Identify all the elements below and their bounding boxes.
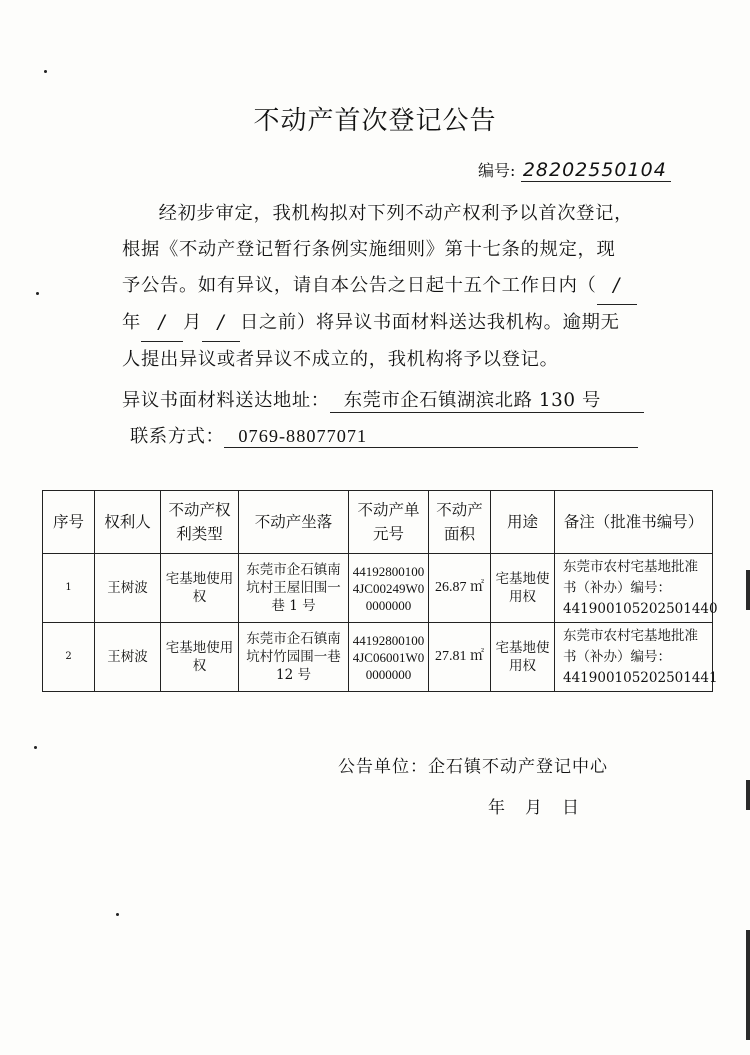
header-right-type: 不动产权利类型 [161, 491, 239, 554]
header-no: 序号 [43, 491, 95, 554]
header-note: 备注（批准书编号） [555, 491, 713, 554]
scan-speck [44, 70, 47, 73]
cell-unit-no: 441928001004JC00249W00000000 [349, 554, 429, 623]
address-label: 异议书面材料送达地址： [122, 390, 330, 411]
header-holder: 权利人 [95, 491, 161, 554]
notice-line-5: 人提出异议或者异议不成立的，我机构将予以登记。 [122, 349, 559, 370]
cell-type: 宅基地使用权 [161, 623, 239, 692]
header-unit-no: 不动产单元号 [349, 491, 429, 554]
cell-location: 东莞市企石镇南坑村王屋旧围一巷 1 号 [239, 554, 349, 623]
month-char: 月 [182, 312, 202, 333]
table-row [43, 623, 713, 692]
scan-speck [36, 292, 39, 295]
registration-table [42, 490, 718, 692]
date-year: 年 [488, 798, 505, 818]
doc-number-value: 28202550104 [521, 159, 671, 182]
cell-note: 东莞市农村宅基地批准书（补办）编号：441900105202501441 [555, 623, 713, 692]
scan-edge-mark [746, 780, 750, 810]
date-day: 日 [562, 798, 579, 818]
notice-line-1: 经初步审定，我机构拟对下列不动产权利予以首次登记， [158, 203, 634, 224]
doc-number [478, 158, 671, 181]
notice-line-2: 根据《不动产登记暂行条例实施细则》第十七条的规定，现 [122, 239, 616, 260]
objection-address [122, 386, 644, 413]
issuing-unit: 公告单位：企石镇不动产登记中心 [338, 757, 608, 777]
deadline-blank-day: / [202, 305, 240, 342]
address-value: 东莞市企石镇湖滨北路 130 号 [330, 386, 644, 413]
contact-label: 联系方式： [130, 426, 225, 447]
year-char: 年 [122, 312, 141, 333]
contact-value: 0769-88077071 [224, 426, 638, 448]
cell-no: 1 [43, 554, 95, 623]
date-month: 月 [525, 798, 542, 818]
table-header-row [43, 491, 713, 554]
scan-edge-mark [746, 930, 750, 1040]
issue-date [488, 793, 599, 818]
cell-use: 宅基地使用权 [491, 554, 555, 623]
notice-line-4-text: 日之前）将异议书面材料送达我机构。逾期无 [239, 312, 620, 333]
scan-edge-mark [746, 570, 750, 610]
cell-use: 宅基地使用权 [491, 623, 555, 692]
deadline-blank-month: / [141, 305, 183, 342]
doc-number-label: 编号: [478, 161, 516, 180]
notice-paragraph [122, 196, 682, 378]
header-use: 用途 [491, 491, 555, 554]
notice-line-3-text: 予公告。如有异议，请自本公告之日起十五个工作日内（ [122, 275, 597, 296]
header-area: 不动产面积 [429, 491, 491, 554]
cell-type: 宅基地使用权 [161, 554, 239, 623]
cell-area: 26.87 ㎡ [429, 554, 491, 623]
contact-info [130, 422, 638, 448]
notice-line-3 [122, 268, 682, 305]
scan-speck [116, 913, 119, 916]
scan-speck [34, 746, 37, 749]
cell-holder: 王树波 [95, 623, 161, 692]
cell-holder: 王树波 [95, 554, 161, 623]
cell-note: 东莞市农村宅基地批准书（补办）编号：441900105202501440 [555, 554, 713, 623]
deadline-blank-year: / [597, 268, 637, 305]
table-row [43, 554, 713, 623]
cell-unit-no: 441928001004JC06001W00000000 [349, 623, 429, 692]
cell-no: 2 [43, 623, 95, 692]
notice-line-4 [122, 305, 682, 342]
header-location: 不动产坐落 [239, 491, 349, 554]
page-title: 不动产首次登记公告 [253, 106, 497, 136]
cell-area: 27.81 ㎡ [429, 623, 491, 692]
cell-location: 东莞市企石镇南坑村竹园围一巷 12 号 [239, 623, 349, 692]
